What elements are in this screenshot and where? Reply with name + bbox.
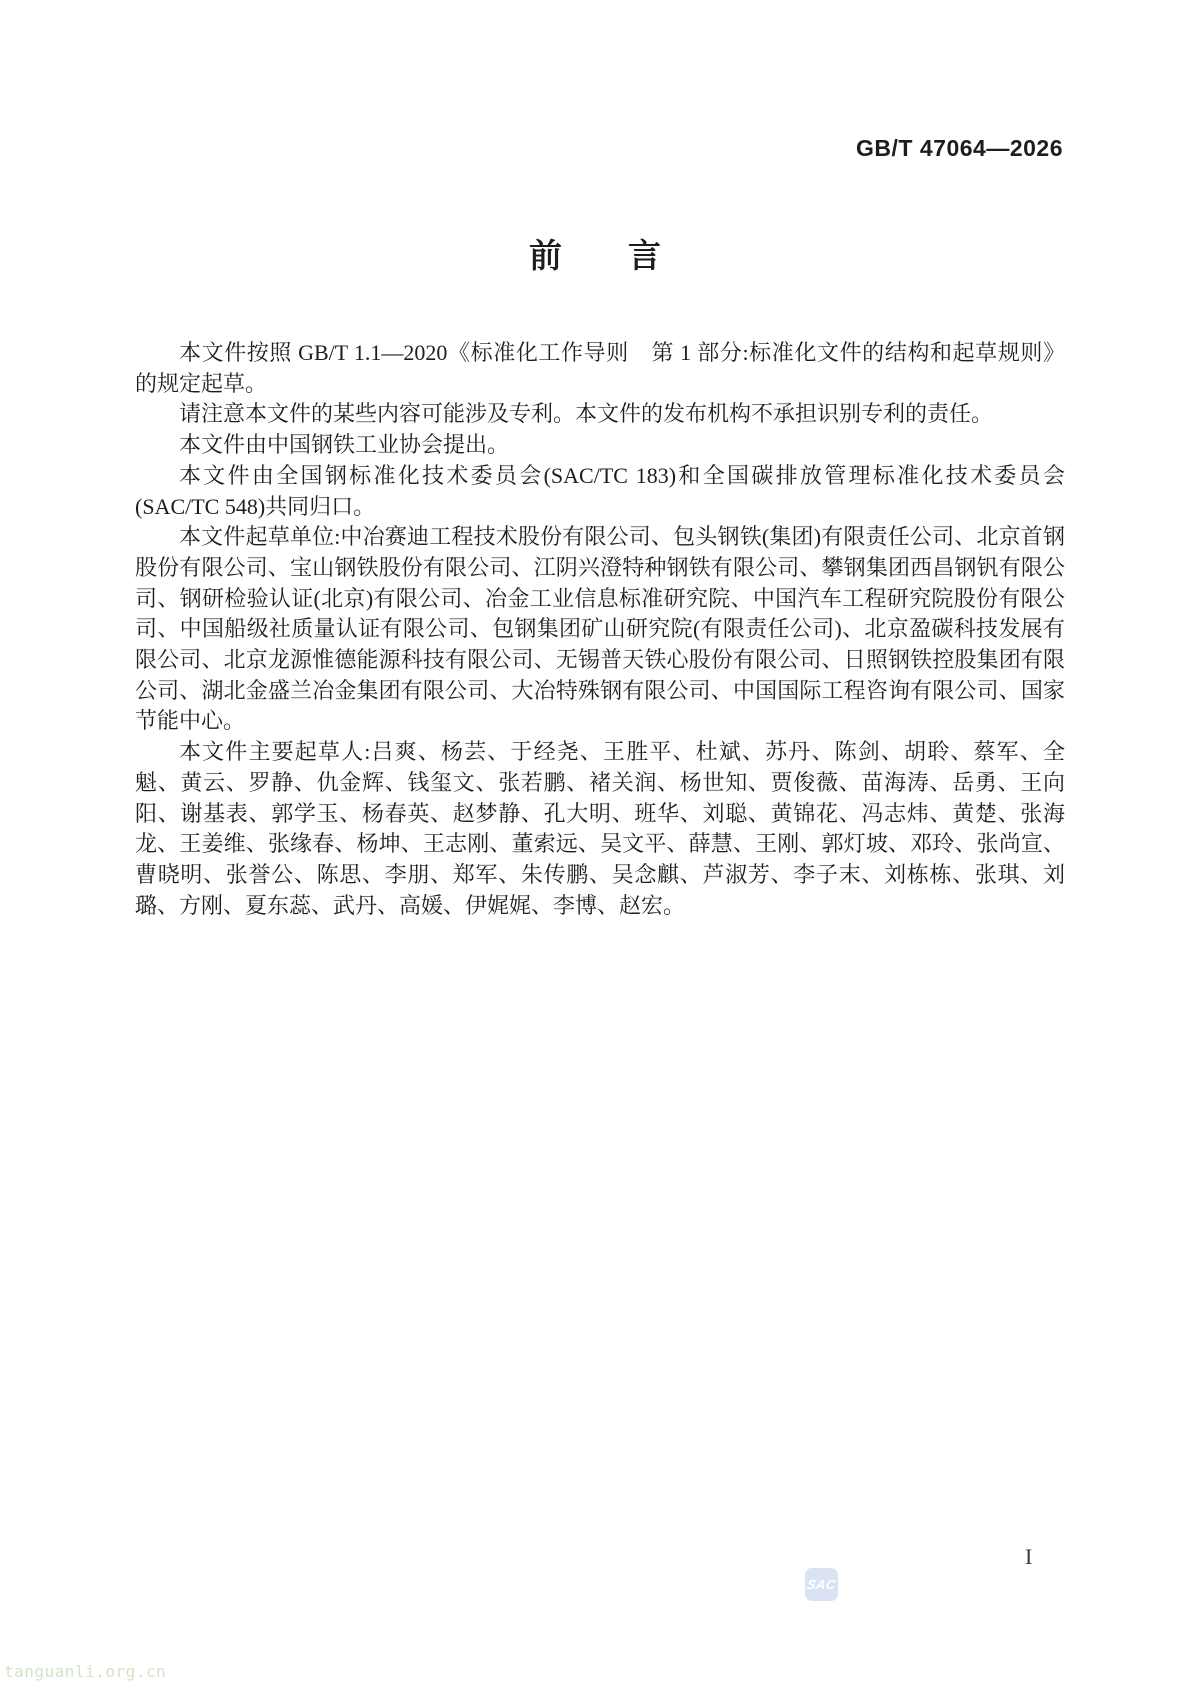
sac-watermark-logo [805,1568,838,1601]
standard-number: GB/T 47064—2026 [856,135,1063,161]
site-watermark-text: tanguanli.org.cn [4,1662,167,1681]
title-char-qian: 前 [529,237,562,274]
paragraph-main-drafters: 本文件主要起草人:吕爽、杨芸、于经尧、王胜平、杜斌、苏丹、陈剑、胡聆、蔡军、全魁、黄云、罗静、仇金辉、钱玺文、张若鹏、褚关润、杨世知、贾俊薇、苗海涛、岳勇、王向阳、谢基表、郭学玉、杨春英、赵梦静、孔大明、班华、刘聪、黄锦花、冯志炜、黄楚、张海龙、王姜维、张缘春、杨坤、王志刚、董索远、吴文平、薛慧、王刚、郭灯坡、邓玲、张尚宣、曹晓明、张誉公、陈思、李朋、郑军、朱传鹏、吴念麒、芦淑芳、李子末、刘栋栋、张琪、刘璐、方刚、夏东蕊、武丹、高媛、伊娓娓、李博、赵宏。 [135,739,1065,918]
paragraph-proposed-by: 本文件由中国钢铁工业协会提出。 [179,432,510,458]
title-char-yan: 言 [628,237,661,274]
page-number: I [1025,1544,1033,1569]
paragraph-centralized-by: 本文件由全国钢标准化技术委员会(SAC/TC 183)和全国碳排放管理标准化技术委员会(SAC/TC 548)共同归口。 [135,462,1065,519]
paragraph-drafting-organizations: 本文件起草单位:中冶赛迪工程技术股份有限公司、包头钢铁(集团)有限责任公司、北京首钢股份有限公司、宝山钢铁股份有限公司、江阴兴澄特种钢铁有限公司、攀钢集团西昌钢钒有限公司、钢研检验认证(北京)有限公司、冶金工业信息标准研究院、中国汽车工程研究院股份有限公司、中国船级社质量认证有限公司、包钢集团矿山研究院(有限责任公司)、北京盈碳科技发展有限公司、北京龙源惟德能源科技有限公司、无锡普天铁心股份有限公司、日照钢铁控股集团有限公司、湖北金盛兰冶金集团有限公司、大冶特殊钢有限公司、中国国际工程咨询有限公司、国家节能中心。 [135,524,1065,734]
foreword-content [135,338,1065,921]
page-title [0,236,1190,276]
paragraph-patent-notice: 请注意本文件的某些内容可能涉及专利。本文件的发布机构不承担识别专利的责任。 [179,401,994,427]
sac-logo-text: SAC [805,1577,838,1592]
paragraph-drafting-basis: 本文件按照 GB/T 1.1—2020《标准化工作导则 第 1 部分:标准化文件的结构和起草规则》的规定起草。 [135,340,1065,396]
